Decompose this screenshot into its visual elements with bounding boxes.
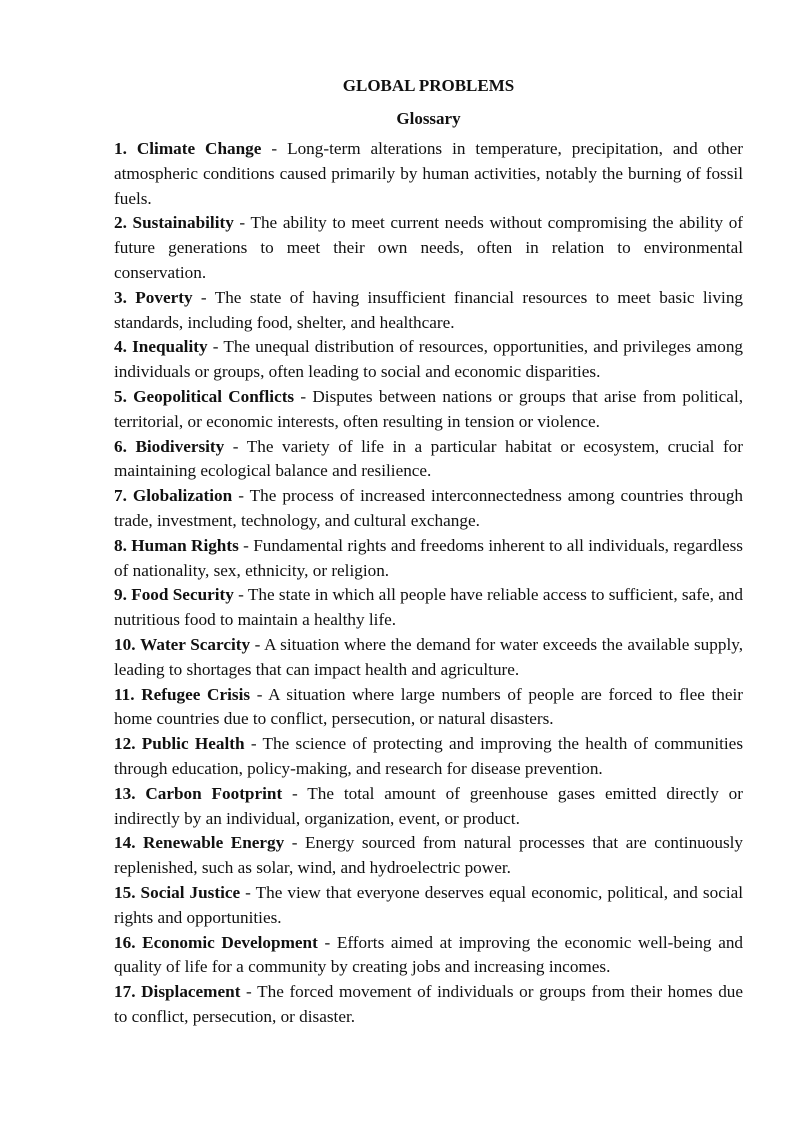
- entry-definition: - The state in which all people have reliable access to sufficient, safe, and nutritious food to maintain a healthy life.: [114, 585, 744, 630]
- entry-number: 10.: [114, 634, 136, 654]
- entry-term: Water Scarcity: [140, 634, 251, 654]
- entry-definition: - A situation where the demand for water exceeds the available supply, leading to shortages that can impact health and agriculture.: [114, 634, 743, 679]
- page-title: GLOBAL PROBLEMS: [342, 76, 515, 95]
- entry-number: 11.: [114, 684, 135, 704]
- entry-term: Renewable Energy: [143, 833, 285, 853]
- glossary-entry: [114, 633, 743, 683]
- entry-term: Geopolitical Conflicts: [133, 386, 295, 406]
- entry-definition: - The view that everyone deserves equal economic, political, and social rights and opportunities.: [114, 882, 744, 927]
- entry-term: Human Rights: [131, 535, 239, 555]
- entry-definition: - A situation where large numbers of people are forced to flee their home countries due to conflict, persecution, or natural disasters.: [114, 684, 743, 729]
- entry-number: 17.: [114, 982, 136, 1002]
- entry-term: Poverty: [135, 287, 193, 307]
- entry-term: Social Justice: [140, 882, 241, 902]
- glossary-entry: [114, 782, 743, 832]
- glossary-entry: [114, 881, 743, 931]
- glossary-list: [114, 137, 743, 1030]
- entry-definition: - Fundamental rights and freedoms inherent to all individuals, regardless of nationality, sex, ethnicity, or religion.: [114, 535, 743, 580]
- document-page: [114, 74, 743, 1030]
- entry-number: 2.: [114, 213, 127, 233]
- entry-number: 16.: [114, 932, 136, 952]
- entry-definition: - The unequal distribution of resources, opportunities, and privileges among individuals or groups, often leading to social and economic disparities.: [114, 337, 744, 382]
- entry-number: 3.: [114, 287, 127, 307]
- glossary-entry: [114, 335, 743, 385]
- entry-term: Refugee Crisis: [141, 684, 251, 704]
- entry-term: Inequality: [132, 337, 208, 357]
- entry-definition: - Disputes between nations or groups that arise from political, territorial, or economic interests, often resulting in tension or violence.: [114, 386, 744, 431]
- entry-term: Globalization: [132, 486, 233, 506]
- glossary-entry: [114, 484, 743, 534]
- glossary-entry: [114, 435, 743, 485]
- glossary-entry: [114, 286, 743, 336]
- glossary-entry: [114, 732, 743, 782]
- entry-term: Displacement: [141, 982, 241, 1002]
- entry-number: 7.: [114, 486, 127, 506]
- glossary-entry: [114, 534, 743, 584]
- entry-number: 4.: [114, 337, 127, 357]
- entry-definition: - The total amount of greenhouse gases emitted directly or indirectly by an individual, organization, event, or product.: [114, 783, 743, 828]
- entry-number: 13.: [114, 783, 136, 803]
- entry-term: Climate Change: [136, 139, 262, 158]
- entry-term: Public Health: [141, 734, 245, 754]
- entry-term: Food Security: [131, 585, 234, 605]
- entry-number: 15.: [114, 882, 136, 902]
- entry-number: 1.: [114, 139, 127, 158]
- entry-term: Carbon Footprint: [145, 783, 283, 803]
- entry-definition: - The variety of life in a particular habitat or ecosystem, crucial for maintaining ecological balance and resilience.: [114, 436, 743, 481]
- entry-definition: - The science of protecting and improving the health of communities through education, policy-making, and research for disease prevention.: [114, 734, 744, 778]
- glossary-entry: [114, 211, 743, 285]
- glossary-entry: [114, 683, 743, 733]
- entry-number: 9.: [114, 585, 127, 605]
- entry-number: 12.: [114, 734, 136, 754]
- entry-definition: - The forced movement of individuals or groups from their homes due to conflict, persecution, or disaster.: [114, 982, 744, 1026]
- entry-number: 14.: [114, 833, 136, 853]
- entry-term: Economic Development: [142, 932, 318, 952]
- entry-number: 5.: [114, 386, 127, 406]
- glossary-entry: [114, 831, 743, 881]
- entry-term: Sustainability: [132, 213, 234, 233]
- glossary-entry: [114, 137, 743, 211]
- glossary-entry: [114, 931, 743, 981]
- entry-definition: - Long-term alterations in temperature, precipitation, and other atmospheric conditions caused primarily by human activities, notably the burning of fossil fuels.: [114, 139, 743, 208]
- entry-definition: - Efforts aimed at improving the economic well-being and quality of life for a community by creating jobs and increasing incomes.: [114, 932, 744, 977]
- entry-number: 6.: [114, 436, 127, 456]
- page-subtitle: Glossary: [396, 109, 461, 128]
- entry-definition: - The state of having insufficient financial resources to meet basic living standards, including food, shelter, and healthcare.: [114, 287, 744, 332]
- entry-term: Biodiversity: [135, 436, 225, 456]
- glossary-entry: [114, 583, 743, 633]
- entry-definition: - Energy sourced from natural processes that are continuously replenished, such as solar, wind, and hydroelectric power.: [114, 833, 744, 878]
- entry-definition: - The ability to meet current needs without compromising the ability of future generations to meet their own needs, often in relation to environmental conservation.: [114, 213, 744, 282]
- glossary-entry: [114, 980, 743, 1030]
- entry-number: 8.: [114, 535, 127, 555]
- glossary-entry: [114, 385, 743, 435]
- entry-definition: - The process of increased interconnectedness among countries through trade, investment, technology, and cultural exchange.: [114, 486, 744, 530]
